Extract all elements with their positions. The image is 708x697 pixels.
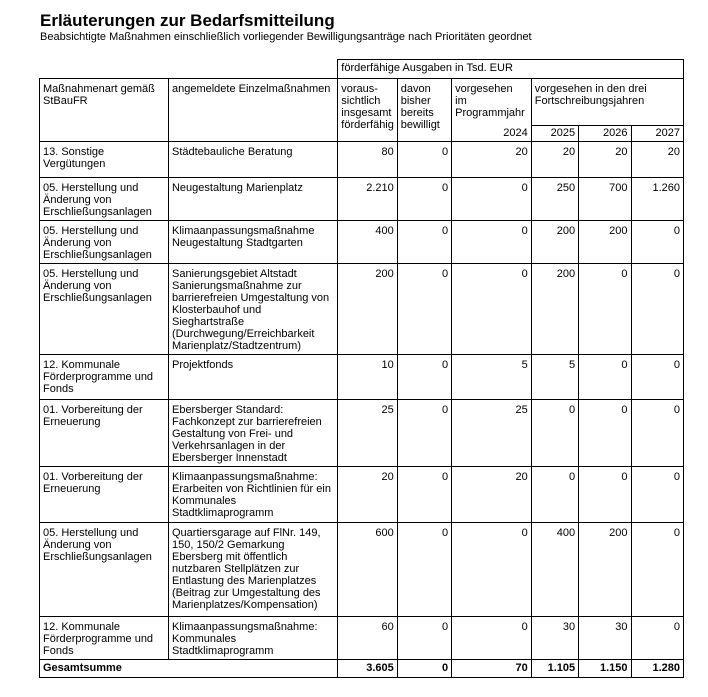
row-y2027-cell: 0	[631, 354, 684, 399]
row-type-cell: 13. Sonstige Vergütungen	[40, 141, 169, 177]
row-y2026-cell: 200	[579, 522, 631, 616]
row-y2024-cell: 0	[452, 220, 532, 263]
row-y2024-cell: 20	[452, 141, 532, 177]
row-approved-cell: 0	[397, 616, 451, 659]
table-row	[40, 466, 684, 522]
row-y2026-cell: 30	[579, 616, 631, 659]
table-row	[40, 177, 684, 220]
header-program: vorgesehen im Programmjahr	[452, 79, 532, 126]
row-y2026-cell: 0	[579, 354, 631, 399]
row-approved-cell: 0	[397, 466, 451, 522]
header-empty-cell	[40, 60, 338, 79]
row-approved-cell: 0	[397, 177, 451, 220]
header-total: voraus- sichtlich insgesamt förderfähig	[338, 79, 397, 142]
row-total-cell: 60	[338, 616, 397, 659]
row-y2025-cell: 0	[531, 399, 578, 466]
header-row-main	[40, 79, 684, 126]
row-type-cell: 01. Vorbereitung der Erneuerung	[40, 399, 169, 466]
header-year-2026: 2026	[579, 125, 631, 141]
row-total-cell: 80	[338, 141, 397, 177]
row-measure-cell: Projektfonds	[168, 354, 337, 399]
row-y2025-cell: 200	[531, 263, 578, 354]
row-total-cell: 20	[338, 466, 397, 522]
row-y2026-cell: 0	[579, 263, 631, 354]
row-y2027-cell: 0	[631, 466, 684, 522]
row-y2026-cell: 200	[579, 220, 631, 263]
row-y2027-cell: 20	[631, 141, 684, 177]
row-approved-cell: 0	[397, 263, 451, 354]
row-y2024-cell: 0	[452, 263, 532, 354]
table-row	[40, 354, 684, 399]
row-approved-cell: 0	[397, 354, 451, 399]
row-measure-cell: Klimaanpassungsmaßnahme: Erarbeiten von Richtlinien für ein Kommunales Stadtklimaprogramm	[168, 466, 337, 522]
table-row	[40, 399, 684, 466]
row-y2024-cell: 5	[452, 354, 532, 399]
row-measure-cell: Sanierungsgebiet Altstadt Sanierungsmaßnahme zur barrierefreien Umgestaltung von Klosterbauhof und Sieghartstraße (Durchwegung/Erreichbarkeit Marienplatz/Stadtzentrum)	[168, 263, 337, 354]
funding-table	[39, 59, 684, 678]
row-type-cell: 12. Kommunale Förderprogramme und Fonds	[40, 616, 169, 659]
row-y2024-cell: 25	[452, 399, 532, 466]
row-measure-cell: Ebersberger Standard: Fachkonzept zur barrierefreien Gestaltung von Frei- und Verkehrsanlagen in der Ebersberger Innenstadt	[168, 399, 337, 466]
row-y2024-cell: 20	[452, 466, 532, 522]
row-y2025-cell: 0	[531, 466, 578, 522]
row-total-cell: 400	[338, 220, 397, 263]
row-y2025-cell: 250	[531, 177, 578, 220]
row-approved-cell: 0	[397, 141, 451, 177]
totals-y2026-cell: 1.150	[579, 659, 631, 677]
row-measure-cell: Neugestaltung Marienplatz	[168, 177, 337, 220]
row-y2025-cell: 20	[531, 141, 578, 177]
table-row	[40, 522, 684, 616]
row-approved-cell: 0	[397, 522, 451, 616]
header-year-2024: 2024	[452, 125, 532, 141]
table-row	[40, 616, 684, 659]
row-y2025-cell: 5	[531, 354, 578, 399]
row-measure-cell: Quartiersgarage auf FlNr. 149, 150, 150/2 Gemarkung Ebersberg mit öffentlich nutzbaren Stellplätzen zur Entlastung des Marienplatzes (Beitrag zur Umgestaltung des Marienplatzes/Kompensation)	[168, 522, 337, 616]
totals-approved-cell: 0	[397, 659, 451, 677]
row-approved-cell: 0	[397, 220, 451, 263]
totals-y2024-cell: 70	[452, 659, 532, 677]
row-y2026-cell: 0	[579, 466, 631, 522]
totals-row	[40, 659, 684, 677]
row-total-cell: 2.210	[338, 177, 397, 220]
row-y2024-cell: 0	[452, 177, 532, 220]
row-type-cell: 05. Herstellung und Änderung von Erschließungsanlagen	[40, 220, 169, 263]
row-y2024-cell: 0	[452, 522, 532, 616]
row-y2027-cell: 1.260	[631, 177, 684, 220]
row-type-cell: 05. Herstellung und Änderung von Erschließungsanlagen	[40, 177, 169, 220]
table-row	[40, 263, 684, 354]
header-year-2025: 2025	[531, 125, 578, 141]
row-total-cell: 200	[338, 263, 397, 354]
row-type-cell: 01. Vorbereitung der Erneuerung	[40, 466, 169, 522]
totals-y2025-cell: 1.105	[531, 659, 578, 677]
totals-y2027-cell: 1.280	[631, 659, 684, 677]
page-subtitle: Beabsichtigte Maßnahmen einschließlich vorliegender Bewilligungsanträge nach Prioritäten geordnet	[40, 31, 532, 43]
row-type-cell: 05. Herstellung und Änderung von Erschließungsanlagen	[40, 522, 169, 616]
header-group-funding: förderfähige Ausgaben in Tsd. EUR	[338, 60, 684, 79]
table-row	[40, 220, 684, 263]
totals-total-cell: 3.605	[338, 659, 397, 677]
row-approved-cell: 0	[397, 399, 451, 466]
row-y2024-cell: 0	[452, 616, 532, 659]
row-y2025-cell: 200	[531, 220, 578, 263]
row-y2027-cell: 0	[631, 616, 684, 659]
header-year-2027: 2027	[631, 125, 684, 141]
row-measure-cell: Klimaanpassungsmaßnahme Neugestaltung Stadtgarten	[168, 220, 337, 263]
header-future: vorgesehen in den drei Fortschreibungsjahren	[531, 79, 683, 126]
totals-label: Gesamtsumme	[40, 659, 338, 677]
row-total-cell: 600	[338, 522, 397, 616]
row-y2027-cell: 0	[631, 399, 684, 466]
row-y2025-cell: 30	[531, 616, 578, 659]
page-title: Erläuterungen zur Bedarfsmitteilung	[40, 11, 335, 30]
header-measures: angemeldete Einzelmaßnahmen	[168, 79, 337, 142]
row-y2026-cell: 0	[579, 399, 631, 466]
row-y2026-cell: 20	[579, 141, 631, 177]
row-y2027-cell: 0	[631, 522, 684, 616]
header-type: Maßnahmenart gemäß StBauFR	[40, 79, 169, 142]
header-row-group	[40, 60, 684, 79]
row-total-cell: 10	[338, 354, 397, 399]
row-y2025-cell: 400	[531, 522, 578, 616]
row-measure-cell: Städtebauliche Beratung	[168, 141, 337, 177]
row-total-cell: 25	[338, 399, 397, 466]
table-row	[40, 141, 684, 177]
row-y2027-cell: 0	[631, 220, 684, 263]
row-y2026-cell: 700	[579, 177, 631, 220]
row-type-cell: 12. Kommunale Förderprogramme und Fonds	[40, 354, 169, 399]
row-type-cell: 05. Herstellung und Änderung von Erschließungsanlagen	[40, 263, 169, 354]
row-measure-cell: Klimaanpassungsmaßnahme: Kommunales Stadtklimaprogramm	[168, 616, 337, 659]
row-y2027-cell: 0	[631, 263, 684, 354]
header-approved: davon bisher bereits bewilligt	[397, 79, 451, 142]
